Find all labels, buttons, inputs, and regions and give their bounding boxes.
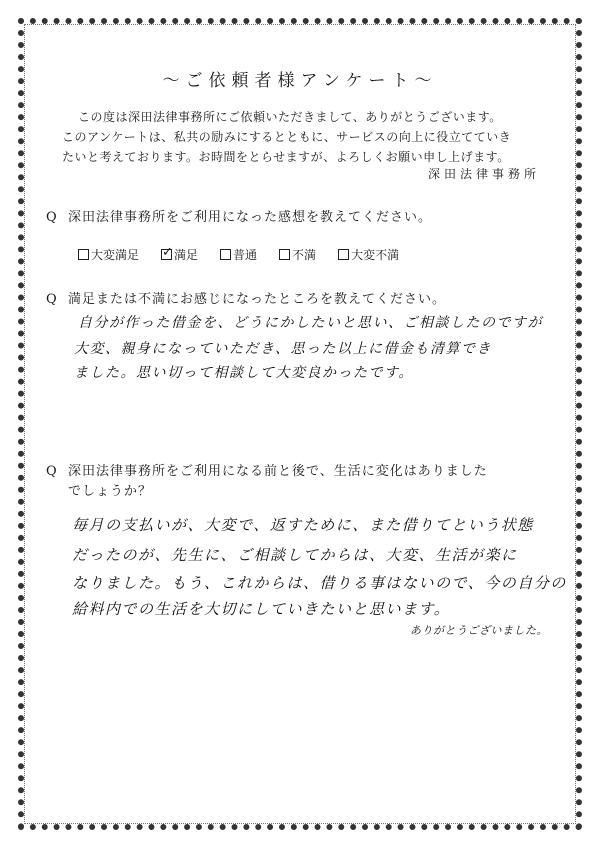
checkbox[interactable] <box>78 249 89 260</box>
question-3-text-line-1: 深田法律事務所をご利用になる前と後で、生活に変化はありました <box>68 464 488 479</box>
answer-2-line-1: 自分が作った借金を、どうにかしたいと思い、ご相談したのですが <box>78 315 543 331</box>
intro-line-3: たいと考えております。お時間をとらせますが、よろしくお願い申し上げます。 <box>62 150 510 164</box>
question-mark: Q <box>46 292 58 307</box>
checkbox-checked[interactable] <box>161 249 172 260</box>
answer-3-line-4: 給料内での生活を大切にしていきたいと思います。 <box>72 600 451 618</box>
checkbox[interactable] <box>220 249 231 260</box>
question-3-line-2: でしょうか？ <box>68 484 153 499</box>
intro-line-2: このアンケートは、私共の励みにするとともに、サービスの向上に役立てていき <box>62 130 512 144</box>
option-very-satisfied[interactable] <box>78 246 139 263</box>
answer-3-line-1: 毎月の支払いが、大変で、返すために、また借りてという状態 <box>72 516 534 534</box>
office-signature: 深田法律事務所 <box>427 167 540 181</box>
option-label: 普通 <box>233 248 258 262</box>
closing-thanks: ありがとうございました。 <box>410 624 548 637</box>
answer-2-line-2: 大変、親身になっていただき、思った以上に借金も清算でき <box>74 341 492 357</box>
option-neutral[interactable] <box>220 246 257 263</box>
option-label: 不満 <box>292 248 317 262</box>
question-1-text: 深田法律事務所をご利用になった感想を教えてください。 <box>68 210 433 225</box>
checkbox[interactable] <box>279 249 290 260</box>
question-mark: Q <box>46 210 58 225</box>
checkbox[interactable] <box>338 249 349 260</box>
option-satisfied[interactable] <box>161 246 198 263</box>
answer-3-line-2: だったのが、先生に、ご相談してからは、大変、生活が楽に <box>72 546 518 564</box>
survey-title: ～ご依頼者様アンケート～ <box>162 71 438 91</box>
question-2 <box>46 288 446 307</box>
question-2-text: 満足または不満にお感じになったところを教えてください。 <box>68 292 447 307</box>
option-label: 大変満足 <box>91 248 140 262</box>
question-1 <box>46 206 432 225</box>
intro-line-1: この度は深田法律事務所にご依頼いただきまして、ありがとうございます。 <box>78 110 502 124</box>
question-mark: Q <box>46 464 58 479</box>
answer-2-line-3: ました。思い切って相談して大変良かったです。 <box>74 365 414 381</box>
answer-3-line-3: なりました。もう、これからは、借りる事はないので、今の自分の <box>72 574 567 592</box>
option-label: 大変不満 <box>351 248 400 262</box>
satisfaction-options <box>78 246 399 263</box>
option-dissatisfied[interactable] <box>279 246 316 263</box>
option-very-dissatisfied[interactable] <box>338 246 399 263</box>
option-label: 満足 <box>174 248 199 262</box>
question-3 <box>46 460 488 479</box>
